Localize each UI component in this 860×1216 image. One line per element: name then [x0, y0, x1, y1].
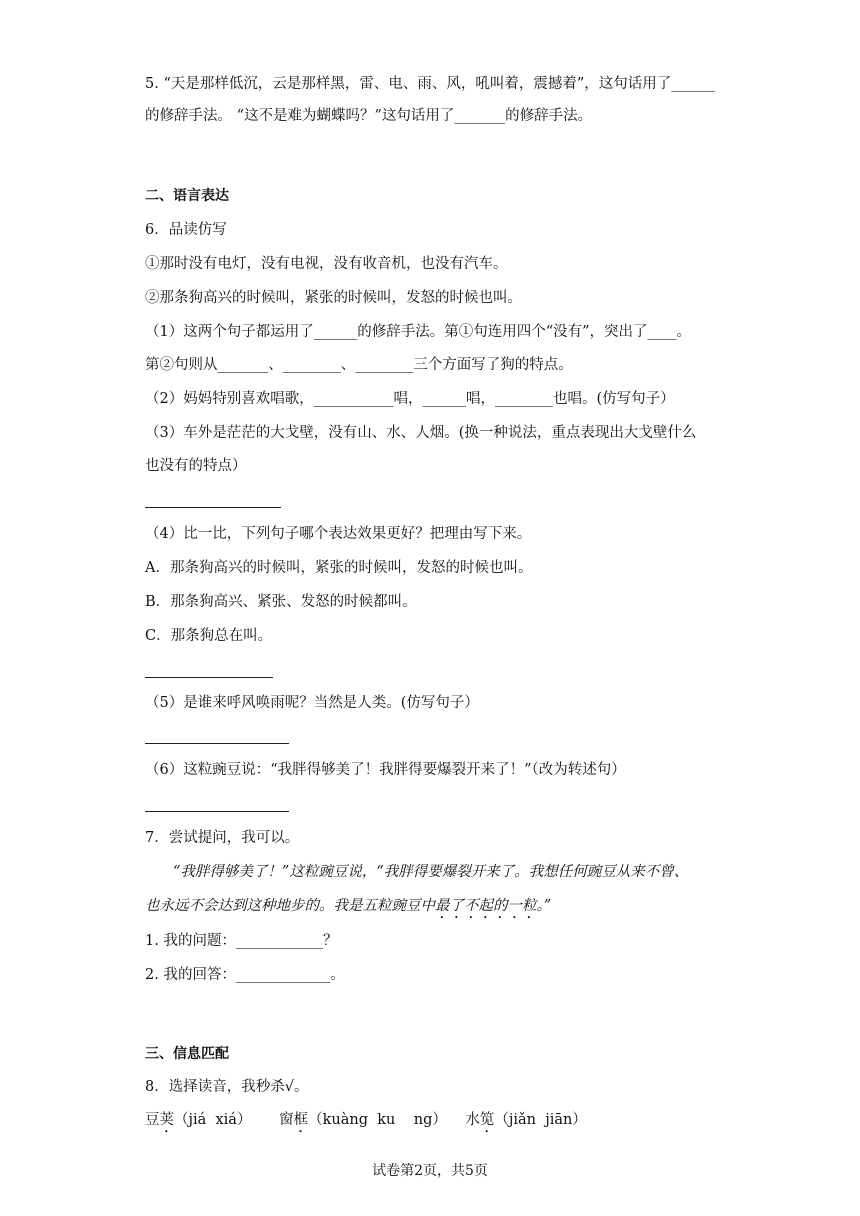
- answer-line-5[interactable]: [145, 743, 289, 744]
- q7-answer: 2. 我的回答：_____________。: [145, 967, 345, 983]
- q8-title: 8．选择读音，我秒杀√。: [145, 1079, 309, 1095]
- q6-part4: （4）比一比，下列句子哪个表达效果更好？把理由写下来。: [145, 526, 532, 542]
- q6-part2: （2）妈妈特别喜欢唱歌，___________唱，______唱，________也唱。(仿写句子）: [145, 391, 675, 407]
- q7-question: 1. 我的问题：____________？: [145, 933, 338, 949]
- q6-option-b: B．那条狗高兴、紧张、发怒的时候都叫。: [145, 594, 417, 610]
- q8-item3-options[interactable]: （jiǎn jiān）: [494, 1112, 587, 1128]
- q8-item2-target: 框: [293, 1112, 309, 1128]
- passage-end: 。”: [536, 898, 552, 914]
- answer-line-6[interactable]: [145, 811, 289, 812]
- q8-items: [145, 1110, 587, 1136]
- q6-sentence1: ①那时没有电灯，没有电视，没有收音机，也没有汽车。: [145, 256, 508, 272]
- q6-part1-line1: （1）这两个句子都运用了______的修辞手法。第①句连用四个“没有”，突出了____。: [145, 324, 692, 340]
- q6-part3-line2: 也没有的特点）: [145, 458, 247, 474]
- passage-text: 也永远不会达到这种地步的。我是五粒豌豆中: [145, 898, 435, 914]
- q8-item3-target: 笕: [479, 1112, 495, 1128]
- q6-option-c: C．那条狗总在叫。: [145, 628, 273, 644]
- q6-option-a: A．那条狗高兴的时候叫，紧张的时候叫，发怒的时候也叫。: [145, 560, 533, 576]
- q8-item1-prefix: 豆: [145, 1112, 160, 1128]
- q5-line2: 的修辞手法。 “这不是难为蝴蝶吗？”这句话用了_______的修辞手法。: [145, 108, 593, 124]
- section2-title: 二、语言表达: [145, 188, 229, 204]
- section3-title: 三、信息匹配: [145, 1046, 229, 1062]
- q8-item2-options[interactable]: （kuàng ku ng）: [308, 1112, 447, 1128]
- q6-sentence2: ②那条狗高兴的时候叫，紧张的时候叫，发怒的时候也叫。: [145, 290, 522, 306]
- q8-item3-prefix: 水: [465, 1112, 480, 1128]
- page-footer: 试卷第2页，共5页: [372, 1163, 488, 1179]
- q7-passage-line1: “我胖得够美了！”这粒豌豆说，“我胖得要爆裂开来了。我想任何豌豆从来不曾、: [173, 864, 689, 880]
- q7-title: 7．尝试提问，我可以。: [145, 830, 300, 846]
- q6-part1-line2: 第②句则从_______、________、________三个方面写了狗的特点。: [145, 357, 573, 373]
- answer-line-3[interactable]: [145, 507, 281, 508]
- q8-item1-target: 荚: [159, 1112, 174, 1128]
- answer-line-4[interactable]: [145, 677, 273, 678]
- q6-title: 6．品读仿写: [145, 222, 227, 238]
- q7-passage-line2: [145, 896, 551, 922]
- q6-part3-line1: （3）车外是茫茫的大戈壁，没有山、水、人烟。(换一种说法，重点表现出大戈壁什么: [145, 425, 697, 441]
- q5-line1: 5. “天是那样低沉，云是那样黑，雷、电、雨、风，吼叫着，震撼着”，这句话用了______: [145, 76, 715, 92]
- q8-item2-prefix: 窗: [279, 1112, 294, 1128]
- emphasized-phrase: 最了不起的一粒: [435, 898, 537, 914]
- q6-part6: （6）这粒豌豆说：“我胖得够美了！我胖得要爆裂开来了！”（改为转述句）: [145, 762, 626, 778]
- q8-item1-options[interactable]: （jiá xiá）: [174, 1112, 252, 1128]
- q6-part5: （5）是谁来呼风唤雨呢？当然是人类。(仿写句子）: [145, 695, 479, 711]
